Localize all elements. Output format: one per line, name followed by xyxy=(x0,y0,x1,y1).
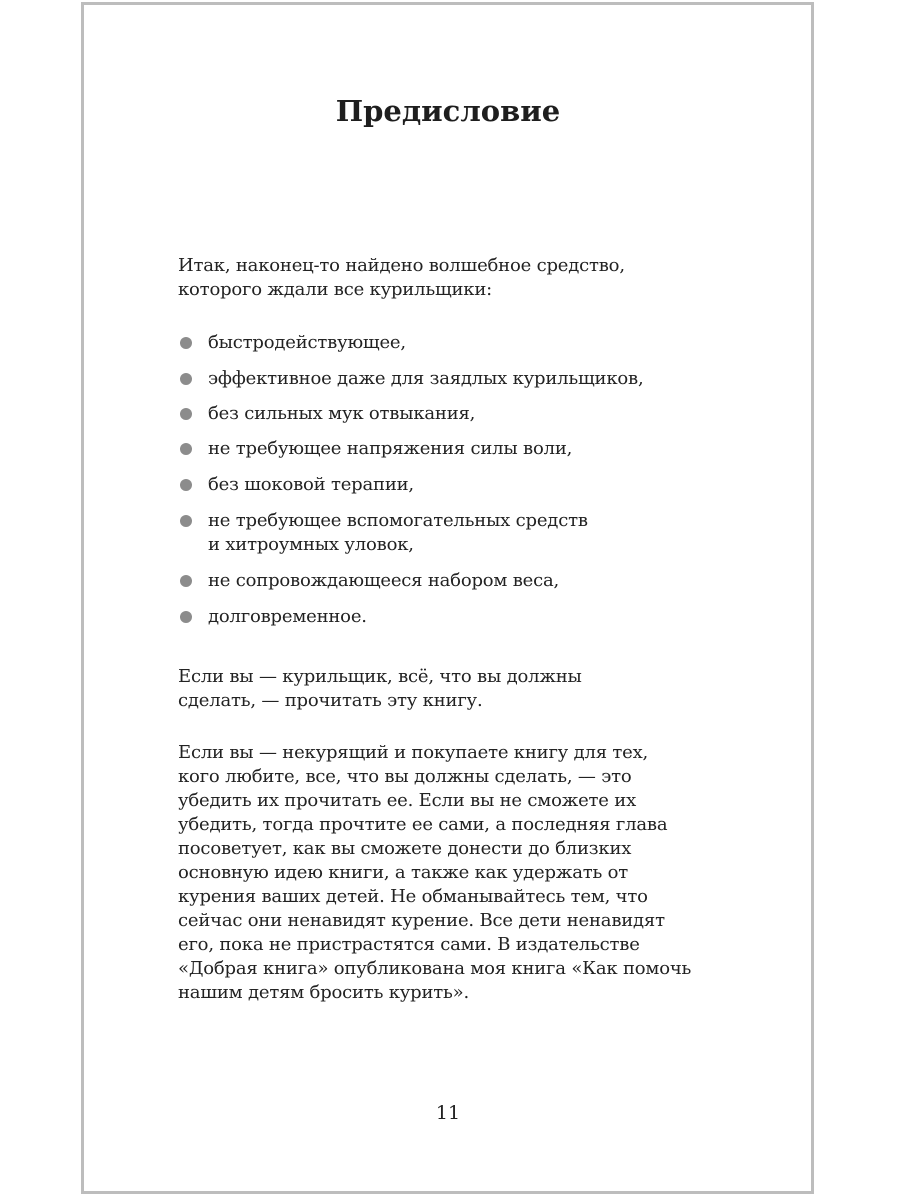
bullet-icon xyxy=(180,575,192,587)
list-item-line: эффективное даже для заядлых курильщиков, xyxy=(208,368,644,389)
paragraph-line: убедить их прочитать ее. Если вы не сможете их xyxy=(178,790,637,811)
bullet-icon xyxy=(180,515,192,527)
list-item-text xyxy=(208,509,588,557)
bullet-icon xyxy=(180,611,192,623)
paragraph-line: его, пока не пристрастятся сами. В издательстве xyxy=(178,934,640,955)
list-item-line: не требующее вспомогательных средств xyxy=(208,510,588,531)
list-item-line: долговременное. xyxy=(208,606,367,627)
paragraph-line: «Добрая книга» опубликована моя книга «Как помочь xyxy=(178,958,692,979)
bullet-icon xyxy=(180,479,192,491)
list-item-line: не сопровождающееся набором веса, xyxy=(208,570,560,591)
paragraph-line: посоветует, как вы сможете донести до близких xyxy=(178,838,632,859)
paragraph-line: Если вы — курильщик, всё, что вы должны xyxy=(178,666,582,687)
list-item-line: не требующее напряжения силы воли, xyxy=(208,438,573,459)
intro-line: которого ждали все курильщики: xyxy=(178,279,492,300)
list-item-line: и хитроумных уловок, xyxy=(208,534,414,555)
bullet-icon xyxy=(180,337,192,349)
page-frame xyxy=(81,2,814,1194)
non-smoker-paragraph xyxy=(178,741,718,1005)
intro-paragraph xyxy=(178,254,718,302)
list-item-text xyxy=(208,605,367,629)
bullet-icon xyxy=(180,408,192,420)
list-item-text xyxy=(208,367,644,391)
intro-line: Итак, наконец-то найдено волшебное средство, xyxy=(178,255,625,276)
page-title: Предисловие xyxy=(335,94,561,128)
paragraph-line: курения ваших детей. Не обманывайтесь тем, что xyxy=(178,886,648,907)
bullet-icon xyxy=(180,373,192,385)
list-item-text xyxy=(208,331,406,355)
list-item-line: без сильных мук отвыкания, xyxy=(208,403,476,424)
page-number: 11 xyxy=(435,1102,461,1124)
list-item-text xyxy=(208,569,559,593)
list-item-text xyxy=(208,473,414,497)
paragraph-line: кого любите, все, что вы должны сделать, — это xyxy=(178,766,632,787)
smoker-paragraph xyxy=(178,665,718,713)
list-item-text xyxy=(208,437,572,461)
bullet-icon xyxy=(180,443,192,455)
paragraph-line: основную идею книги, а также как удержать от xyxy=(178,862,628,883)
paragraph-line: нашим детям бросить курить». xyxy=(178,982,469,1003)
paragraph-line: Если вы — некурящий и покупаете книгу для тех, xyxy=(178,742,649,763)
list-item-line: без шоковой терапии, xyxy=(208,474,414,495)
list-item-line: быстродействующее, xyxy=(208,332,406,353)
paragraph-line: сделать, — прочитать эту книгу. xyxy=(178,690,483,711)
paragraph-line: сейчас они ненавидят курение. Все дети ненавидят xyxy=(178,910,665,931)
list-item-text xyxy=(208,402,475,426)
paragraph-line: убедить, тогда прочтите ее сами, а последняя глава xyxy=(178,814,668,835)
